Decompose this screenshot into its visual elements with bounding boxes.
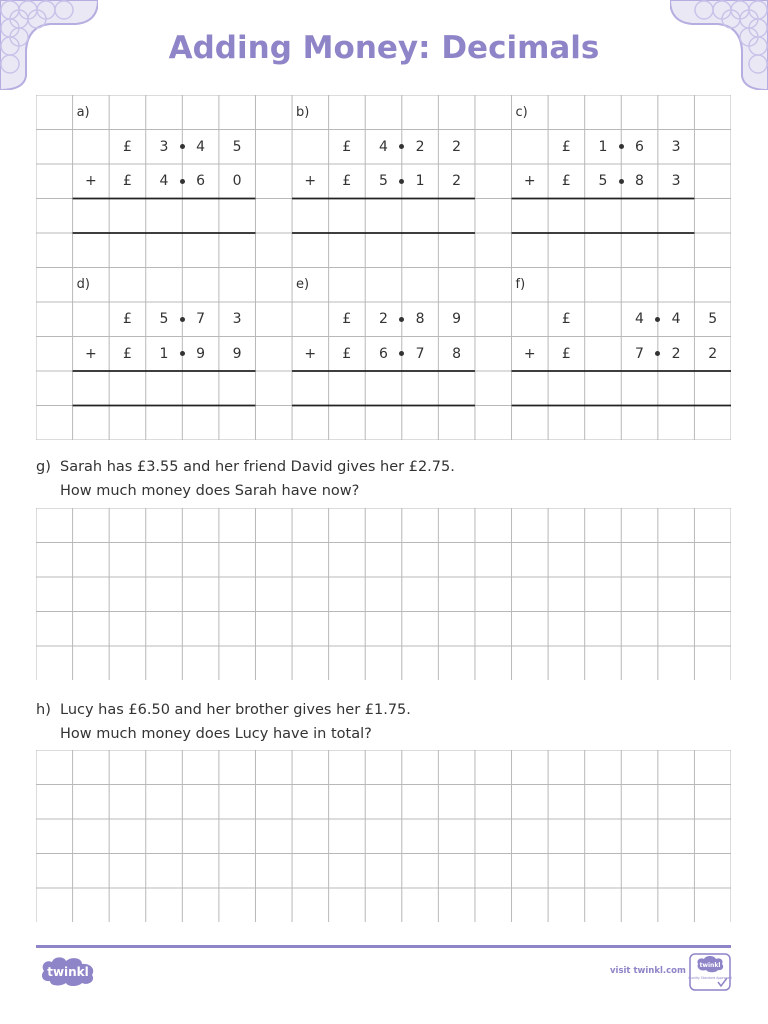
pound-sign: £: [342, 138, 352, 155]
problem-grid: [36, 95, 731, 440]
digit: 2: [402, 130, 439, 165]
pound-sign: £: [122, 173, 132, 190]
answer-grid-g: [36, 508, 731, 680]
plus-sign: +: [304, 173, 317, 190]
digit: 2: [658, 337, 695, 372]
pound-sign: £: [561, 345, 571, 362]
digit: 5: [598, 173, 608, 190]
digit: 5: [159, 311, 169, 328]
pound-sign: £: [561, 138, 571, 155]
plus-sign: +: [523, 173, 536, 190]
pound-sign: £: [122, 138, 132, 155]
plus-sign: +: [84, 345, 97, 362]
digit: 1: [598, 138, 608, 155]
digit: 4: [635, 311, 644, 328]
answer-grid-h: [36, 750, 731, 922]
plus-sign: +: [304, 345, 317, 362]
problem-label: b): [296, 104, 310, 120]
digit: 8: [402, 302, 439, 337]
digit: 8: [452, 345, 462, 362]
pound-sign: £: [342, 345, 352, 362]
digit: 3: [671, 173, 681, 190]
pound-sign: £: [561, 173, 571, 190]
digit: 4: [182, 130, 219, 165]
pound-sign: £: [122, 345, 132, 362]
pound-sign: £: [342, 173, 352, 190]
digit: 5: [378, 173, 388, 190]
plus-sign: +: [523, 345, 536, 362]
digit: 4: [159, 173, 169, 190]
digit: 7: [182, 302, 219, 337]
digit: 9: [232, 345, 242, 362]
digit: 5: [232, 138, 242, 155]
digit: 6: [182, 164, 219, 199]
page-title: Adding Money: Decimals: [168, 30, 600, 66]
quality-badge: [688, 952, 732, 992]
digit: 2: [452, 138, 462, 155]
problem-label: d): [76, 277, 90, 293]
pound-sign: £: [342, 311, 352, 328]
digit: 2: [378, 311, 388, 328]
plus-sign: +: [84, 173, 97, 190]
digit: 3: [671, 138, 681, 155]
visit-link[interactable]: visit twinkl.com: [610, 966, 686, 976]
badge-subtext: Quality Standard Approved: [688, 976, 732, 980]
digit: 4: [378, 138, 388, 155]
question-text-line2: How much money does Sarah have now?: [60, 483, 360, 499]
digit: 5: [708, 311, 718, 328]
digit: 3: [232, 311, 242, 328]
digit: 8: [621, 164, 658, 199]
question-text-line1: Sarah has £3.55 and her friend David gives her £2.75.: [60, 459, 455, 475]
digit: 0: [232, 173, 242, 190]
answer-grid-lines: [36, 508, 731, 680]
digit: 1: [402, 164, 439, 199]
question-text-line2: How much money does Lucy have in total?: [60, 726, 372, 742]
digit: 9: [182, 337, 219, 372]
problem-label: a): [76, 104, 90, 120]
twinkl-logo: [38, 955, 98, 987]
digit: 2: [452, 173, 462, 190]
badge-text: twinkl: [699, 962, 721, 969]
pound-sign: £: [561, 311, 571, 328]
problem-label: c): [515, 104, 528, 120]
digit: 3: [159, 138, 169, 155]
problem-label: f): [515, 277, 526, 293]
digit: 2: [708, 345, 718, 362]
digit: 7: [635, 345, 644, 362]
digit: 6: [621, 130, 658, 165]
pound-sign: £: [122, 311, 132, 328]
digit: 4: [658, 302, 695, 337]
logo-text: twinkl: [47, 965, 89, 979]
digit: 7: [402, 337, 439, 372]
digit: 1: [159, 345, 169, 362]
answer-grid-lines: [36, 750, 731, 922]
question-text-line1: Lucy has £6.50 and her brother gives her £1.75.: [60, 702, 411, 718]
question-label: h): [36, 702, 51, 718]
problem-label: e): [296, 277, 310, 293]
question-label: g): [36, 459, 51, 475]
footer-divider: [36, 945, 731, 948]
digit: 9: [452, 311, 462, 328]
digit: 6: [378, 345, 388, 362]
